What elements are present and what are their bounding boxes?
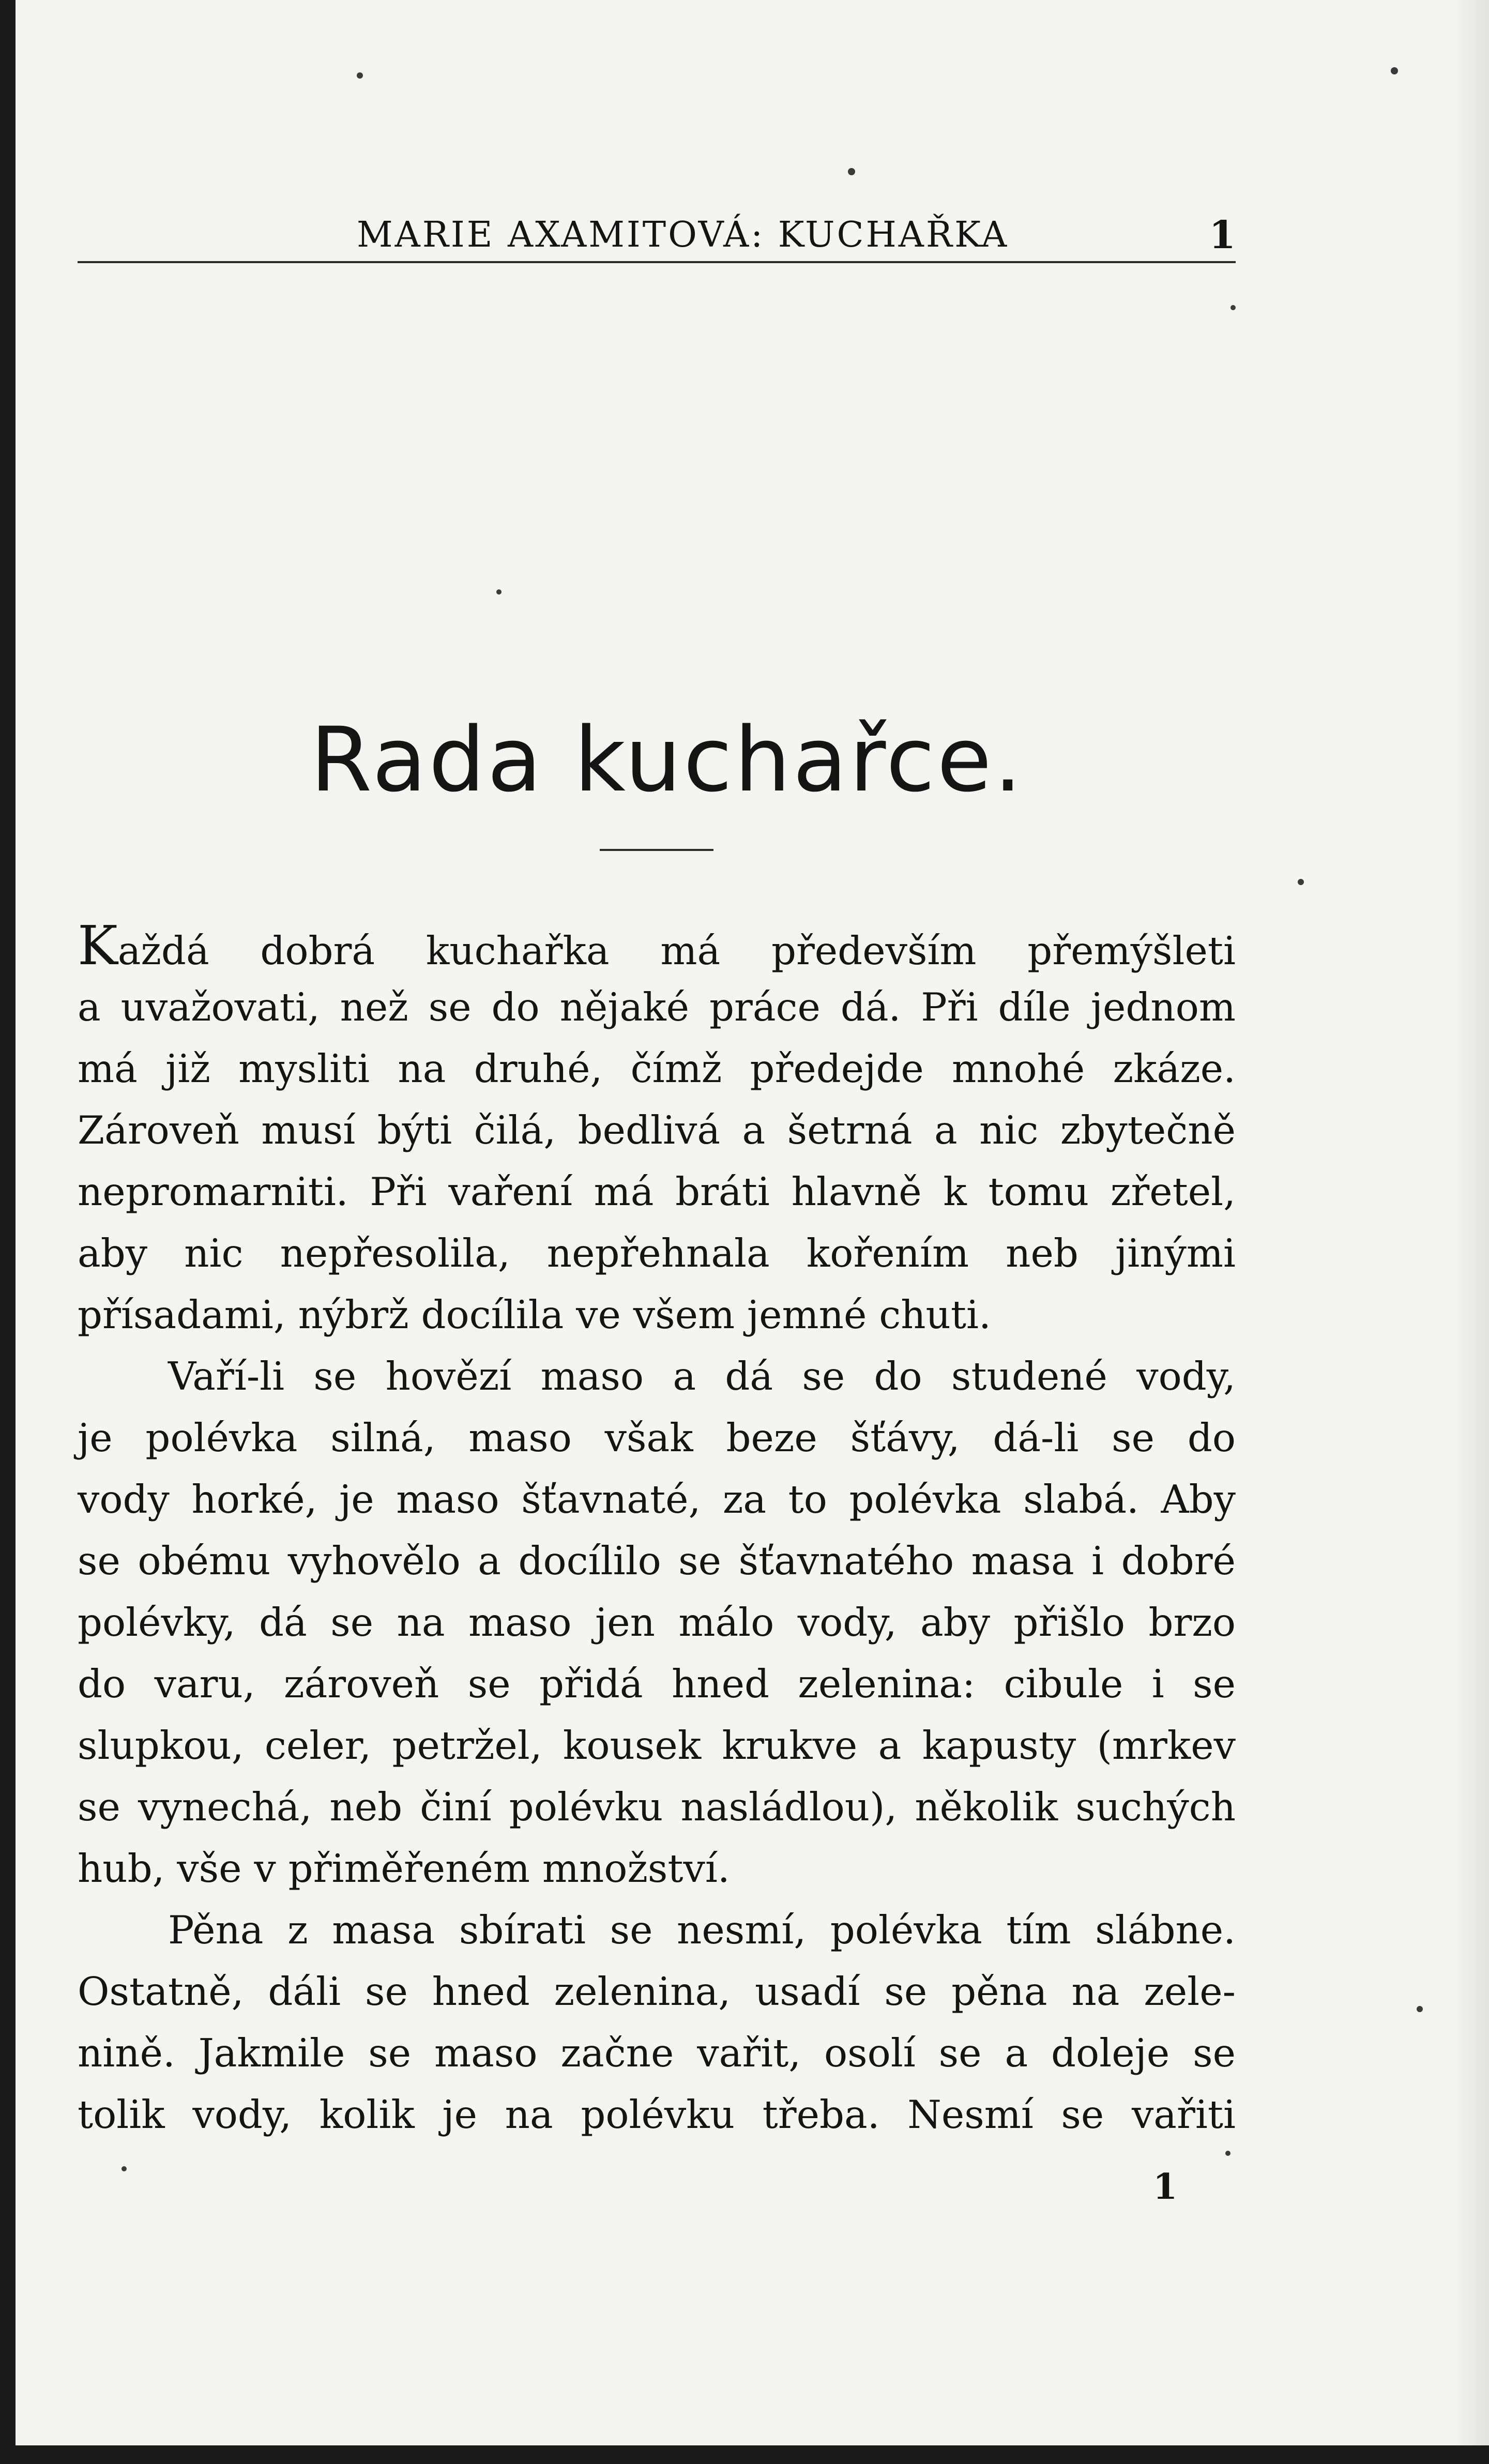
body-text <box>78 915 1236 2146</box>
scan-speck <box>1298 879 1304 885</box>
text-line: hub, vše v přiměřeném množství. <box>78 1846 730 1891</box>
text-line: přísadami, nýbrž docílila ve všem jemné chuti. <box>78 1292 991 1337</box>
text-line: polévky, dá se na maso jen málo vody, aby přišlo brzo <box>78 1600 1236 1645</box>
text-line: Ostatně, dáli se hned zelenina, usadí se pěna na zele- <box>78 1969 1236 2014</box>
scan-speck <box>1417 2006 1423 2012</box>
text-line: aby nic nepřesolila, nepřehnala kořením neb jinými <box>78 1230 1236 1276</box>
text-line: Každá dobrá kuchařka má především přemýšleti <box>78 914 1236 977</box>
page-shadow <box>1453 0 1489 2464</box>
text-line: se obému vyhovělo a docílilo se šťavnatého masa i dobré <box>78 1538 1236 1584</box>
text-line: a uvažovati, než se do nějaké práce dá. Při díle jednom <box>78 984 1236 1030</box>
text-line: je polévka silná, maso však beze šťávy, dá-li se do <box>78 1415 1236 1461</box>
text-line: má již mysliti na druhé, čímž předejde mnohé zkáze. <box>78 1046 1236 1091</box>
text-line: do varu, zároveň se přidá hned zelenina: cibule i se <box>78 1661 1236 1707</box>
running-title: MARIE AXAMITOVÁ: KUCHAŘKA <box>357 215 1009 255</box>
text-line: Vaří-li se hovězí maso a dá se do studené vody, <box>168 1353 1236 1399</box>
scan-speck <box>848 168 855 175</box>
text-line: slupkou, celer, petržel, kousek krukve a kapusty (mrkev <box>78 1723 1236 1768</box>
title-divider <box>600 849 713 851</box>
bottom-edge <box>0 2445 1489 2464</box>
drop-cap: K <box>78 914 118 977</box>
scan-speck <box>121 2166 127 2171</box>
scan-speck <box>1225 2151 1230 2156</box>
page-number: 1 <box>1209 213 1236 257</box>
text-line: Zároveň musí býti čilá, bedlivá a šetrná a nic zbytečně <box>78 1107 1236 1153</box>
scan-speck <box>1391 67 1398 74</box>
scan-speck <box>1230 305 1236 310</box>
binding-edge <box>0 0 16 2464</box>
text-line: tolik vody, kolik je na polévku třeba. Nesmí se vařiti <box>78 2092 1236 2137</box>
scan-speck <box>357 72 363 79</box>
signature-mark: 1 <box>1153 2166 1178 2208</box>
text-line: se vynechá, neb činí polévku nasládlou), několik suchých <box>78 1784 1236 1830</box>
chapter-title: Rada kuchařce. <box>310 708 1024 812</box>
running-header <box>78 209 1236 263</box>
text-line: Pěna z masa sbírati se nesmí, polévka tím slábne. <box>168 1907 1236 1953</box>
text-line: vody horké, je maso šťavnaté, za to polévka slabá. Aby <box>78 1477 1236 1522</box>
scan-speck <box>496 589 502 595</box>
text-line: nepromarniti. Při vaření má bráti hlavně k tomu zřetel, <box>78 1169 1236 1214</box>
text-line: nině. Jakmile se maso začne vařit, osolí se a doleje se <box>78 2030 1236 2076</box>
